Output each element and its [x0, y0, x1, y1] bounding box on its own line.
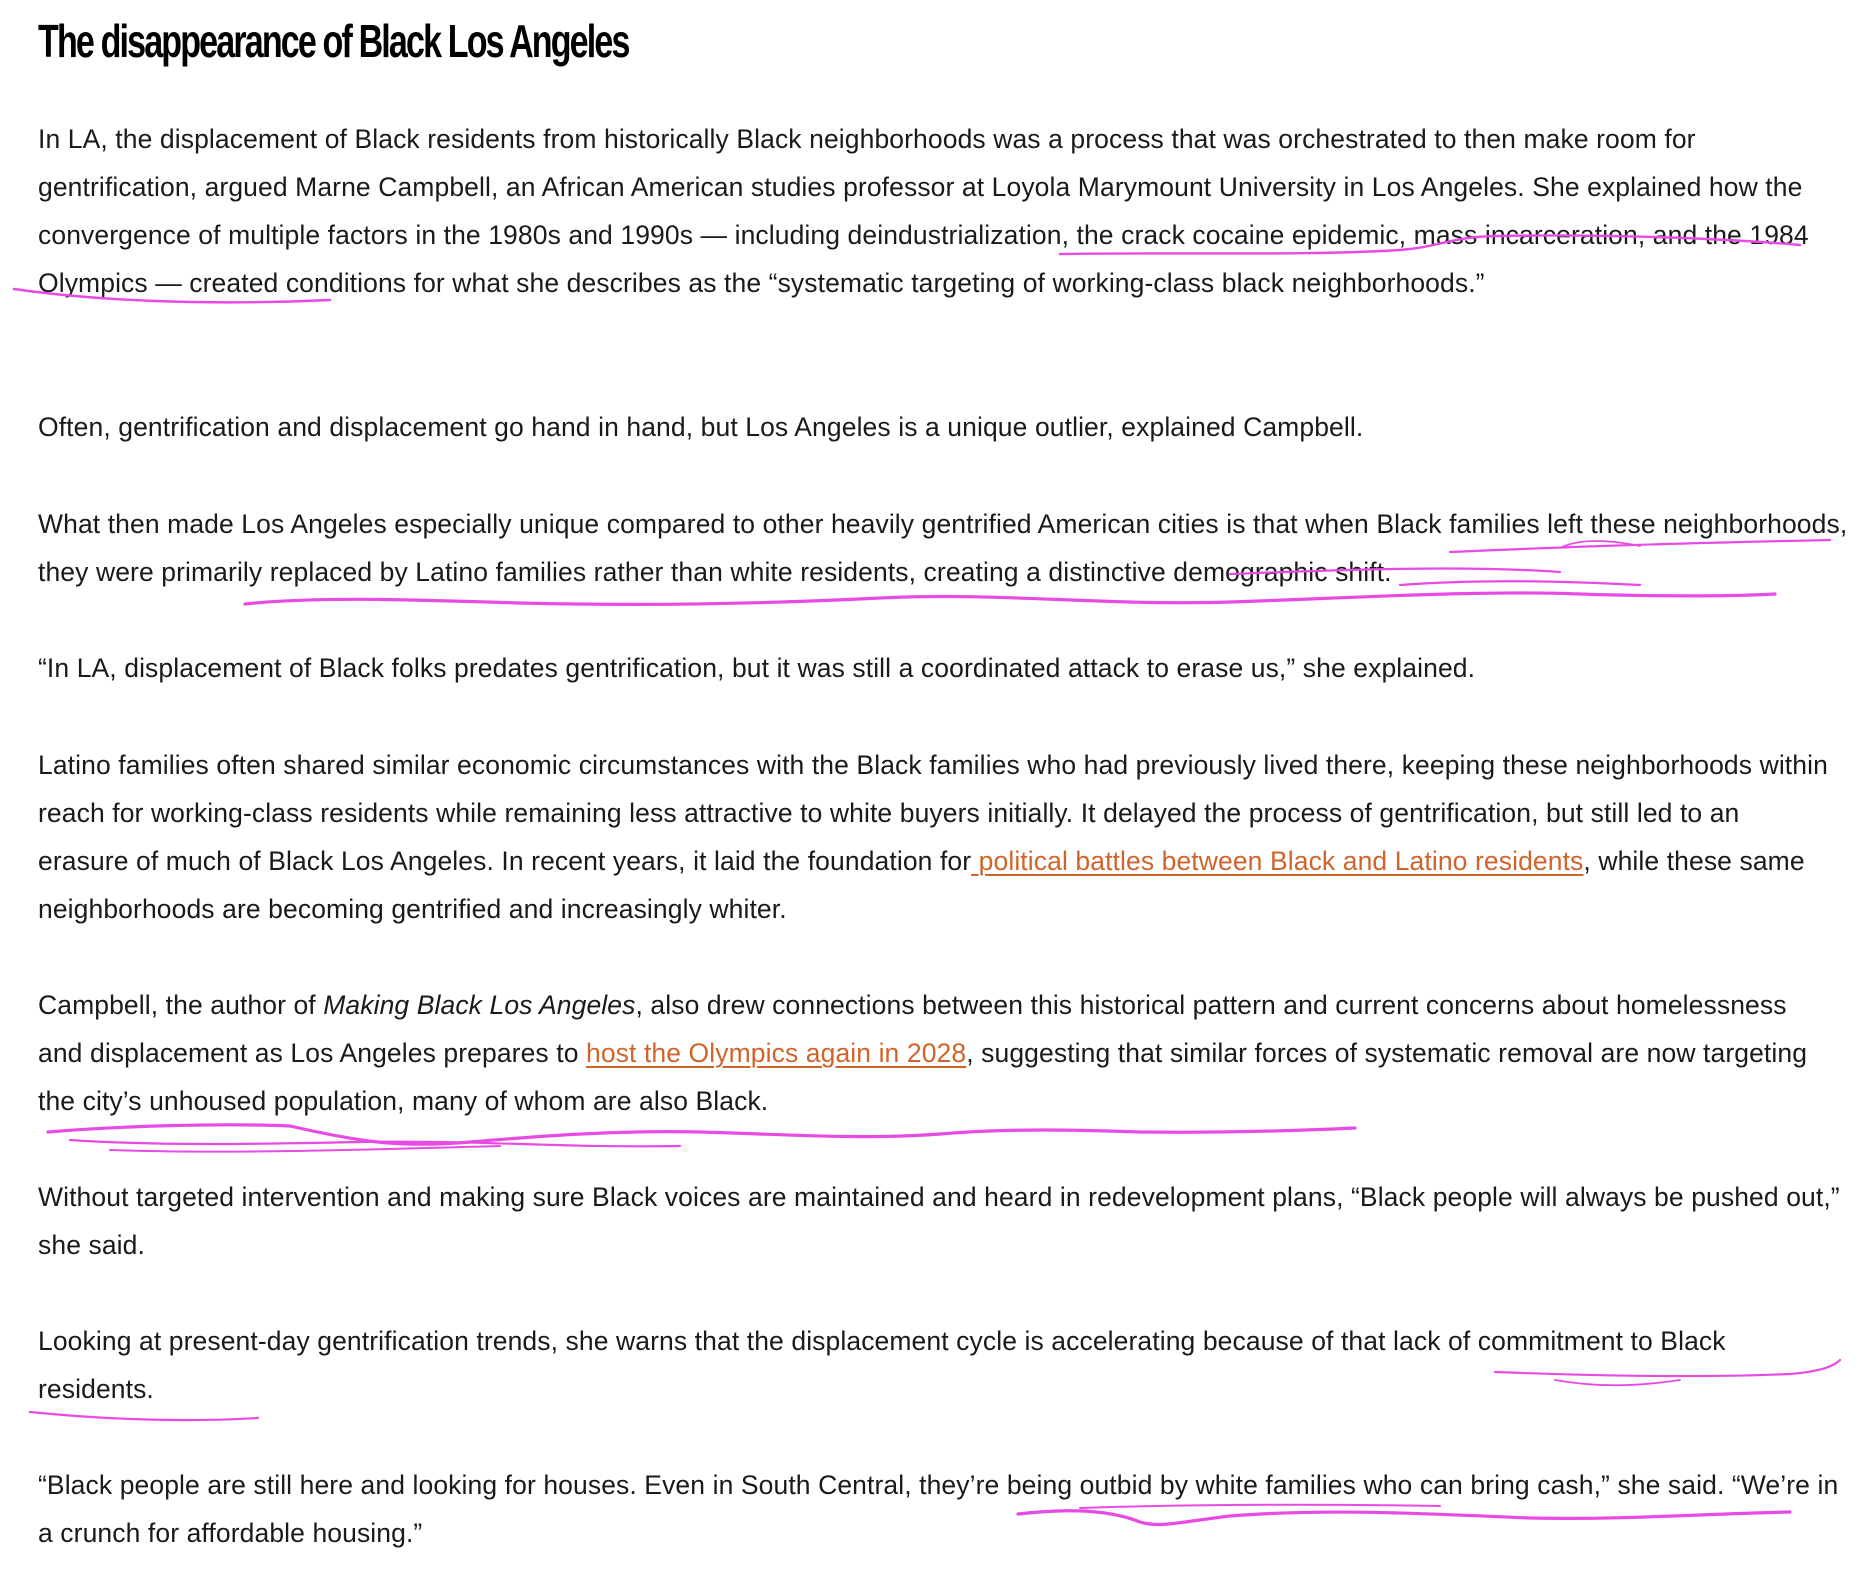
paragraph-targeted-intervention: Without targeted intervention and making sure Black voices are maintained and heard in redevelopment plans, “Black people will always be pushed out,” she said. — [38, 1182, 1840, 1260]
paragraph-text: , while these same neighborhoods are becoming gentrified and increasingly whiter. — [38, 846, 1805, 924]
political-battles-link[interactable]: political battles between Black and Latino residents — [971, 846, 1584, 876]
paragraph-demographic-shift: What then made Los Angeles especially unique compared to other heavily gentrified American cities is that when Black families left these neighborhoods, they were primarily replaced by Latino families rather than white residents, creating a distinctive demographic shift. — [38, 509, 1848, 587]
underline-annotation — [30, 1412, 258, 1420]
paragraph-unique-outlier: Often, gentrification and displacement go hand in hand, but Los Angeles is a unique outlier, explained Campbell. — [38, 412, 1364, 442]
paragraph-text: , also drew connections between this historical pattern and current concerns about homelessness and displacement as Los Angeles prepares to — [38, 990, 1787, 1068]
paragraph-latino-families — [38, 741, 1828, 933]
book-title: Making Black Los Angeles — [323, 990, 636, 1020]
underline-annotation — [110, 1146, 500, 1152]
paragraph-campbell-intro: In LA, the displacement of Black residents from historically Black neighborhoods was a process that was orchestrated to then make room for gentrification, argued Marne Campbell, an African American studies professor at Loyola Marymount University in Los Angeles. She explained how the convergence of multiple factors in the 1980s and 1990s — including deindustrialization, the crack cocaine epidemic, mass incarceration, and the 1984 Olympics — created conditions for what she describes as the “systematic targeting of working-class black neighborhoods.” — [38, 124, 1809, 298]
olympics-2028-link[interactable]: host the Olympics again in 2028 — [586, 1038, 967, 1068]
paragraph-outbid-quote: “Black people are still here and looking for houses. Even in South Central, they’re being outbid by white families who can bring cash,” she said. “We’re in a crunch for affordable housing.” — [38, 1470, 1839, 1548]
article-title: The disappearance of Black Los Angeles — [38, 15, 629, 67]
paragraph-text: Latino families often shared similar economic circumstances with the Black families who had previously lived there, keeping these neighborhoods within reach for working-class residents while remaining less attractive to white buyers initially. It delayed the process of gentrification, but still led to an erasure of much of Black Los Angeles. In recent years, it laid the foundation for — [38, 750, 1828, 876]
paragraph-olympics-2028 — [38, 981, 1808, 1125]
paragraph-text: Campbell, the author of — [38, 990, 324, 1020]
underline-annotation — [70, 1140, 680, 1146]
paragraph-coordinated-attack-quote: “In LA, displacement of Black folks predates gentrification, but it was still a coordinated attack to erase us,” she explained. — [38, 653, 1476, 683]
underline-annotation — [48, 1125, 1355, 1144]
paragraph-displacement-cycle: Looking at present-day gentrification trends, she warns that the displacement cycle is accelerating because of that lack of commitment to Black residents. — [38, 1326, 1726, 1404]
paragraph-text: , suggesting that similar forces of systematic removal are now targeting the city’s unhoused population, many of whom are also Black. — [38, 1038, 1808, 1116]
